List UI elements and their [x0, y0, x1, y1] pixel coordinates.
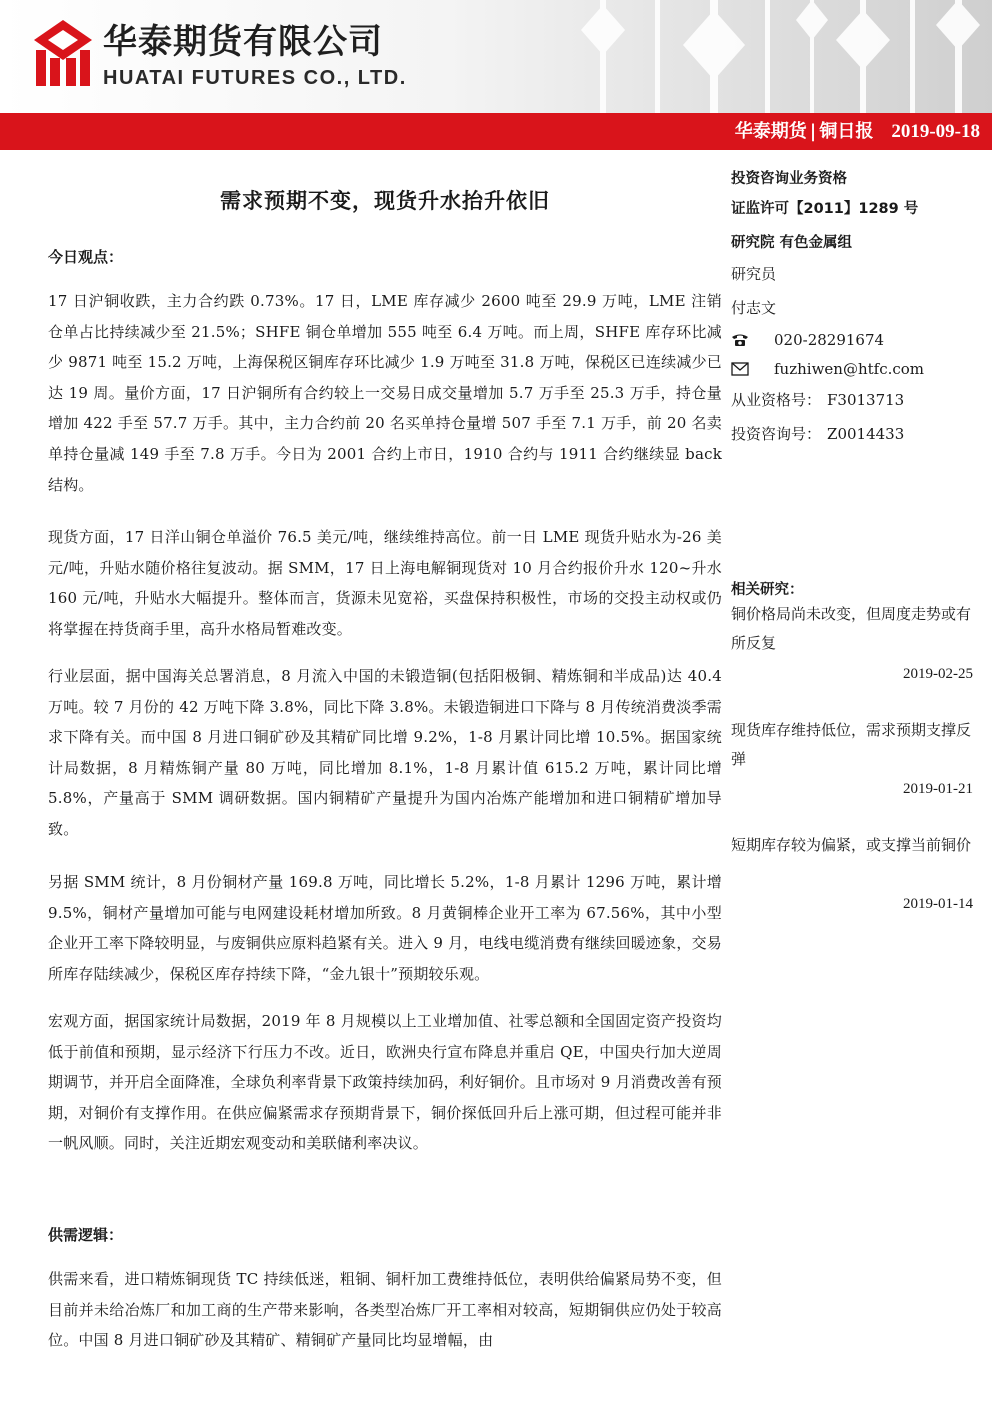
phone-icon [731, 333, 749, 347]
consult-qualification [731, 423, 904, 445]
page-title: 需求预期不变，现货升水抬升依旧 [220, 189, 550, 213]
research-group: 研究院 有色金属组 [731, 235, 853, 251]
related-item-date: 2019-01-14 [903, 896, 973, 912]
practice-label: 从业资格号： [731, 391, 822, 409]
report-banner [0, 113, 992, 150]
analyst-role: 研究员 [731, 265, 777, 283]
paragraph-supply: 供需来看，进口精炼铜现货 TC 持续低迷，粗铜、铜杆加工费维持低位，表明供给偏紧局势不变，但目前并未给冶炼厂和加工商的生产带来影响，各类型冶炼厂开工率相对较高，短期铜供应仍处于较高位。中国 8 月进口铜矿砂及其精矿、精铜矿产量同比均显增幅，由 [48, 1270, 722, 1350]
related-item-date: 2019-02-25 [903, 666, 973, 682]
company-name-en: HUATAI FUTURES CO., LTD. [103, 67, 407, 89]
consult-number: Z0014433 [827, 425, 905, 443]
qualification-title: 投资咨询业务资格 [731, 171, 847, 187]
consult-label: 投资咨询号： [731, 425, 822, 443]
email-icon [731, 362, 749, 376]
practice-qualification [731, 389, 904, 411]
banner-company: 华泰期货 [734, 121, 807, 142]
related-item-title[interactable]: 铜价格局尚未改变，但周度走势或有所反复 [731, 605, 972, 652]
paragraph-spot: 现货方面，17 日洋山铜仓单溢价 76.5 美元/吨，继续维持高位。前一日 LME 现货升贴水为-26 美元/吨，升贴水随价格往复波动。据 SMM，17 日上海电解铜现货对 10 月合约报价升水 120~升水 160 元/吨，升贴水大幅提升。整体而言，货源未见宽裕，买盘保持积极性，市场的交投主动权或仍将掌握在持货商手里，高升水格局暂难改变。 [48, 528, 722, 638]
company-name-cn: 华泰期货有限公司 [103, 22, 383, 62]
related-research-title: 相关研究： [731, 582, 804, 598]
header-decoration-icon [560, 0, 992, 113]
paragraph-industry: 行业层面，据中国海关总署消息，8 月流入中国的未锻造铜(包括阳极铜、精炼铜和半成品)达 40.4 万吨。较 7 月份的 42 万吨下降 3.8%，同比下降 3.8%。未锻造铜进口下降与 8 月传统消费淡季需求下降有关。而中国 8 月进口铜矿砂及其精矿同比增 9.2%，1-8 月累计同比增 10.5%。据国家统计局数据，8 月精炼铜产量 80 万吨，同比增加 8.1%，1-8 月累计值 615.2 万吨，累计同比增 5.8%，产量高于 SMM 调研数据。国内铜精矿产量提升为国内冶炼产能增加和进口铜精矿增加导致。 [48, 667, 722, 838]
paragraph-macro: 宏观方面，据国家统计局数据，2019 年 8 月规模以上工业增加值、社零总额和全国固定资产投资均低于前值和预期，显示经济下行压力不改。近日，欧洲央行宣布降息并重启 QE，中国央行加大逆周期调节，并开启全面降准，全球负利率背景下政策持续加码，利好铜价。且市场对 9 月消费改善有预期，对铜价有支撑作用。在供应偏紧需求存预期背景下，铜价探低回升后上涨可期，但过程可能并非一帆风顺。同时，关注近期宏观变动和美联储利率决议。 [48, 1012, 722, 1153]
page-header [0, 0, 992, 113]
paragraph-market: 17 日沪铜收跌，主力合约跌 0.73%。17 日，LME 库存减少 2600 吨至 29.9 万吨，LME 注销仓单占比持续减少至 21.5%；SHFE 铜仓单增加 555 吨至 6.4 万吨。而上周，SHFE 库存环比减少 9871 吨至 15.2 万吨，上海保税区铜库存环比减少 1.9 万吨至 31.8 万吨，保税区已连续减少已达 19 周。量价方面，17 日沪铜所有合约较上一交易日成交量增加 5.7 万手至 25.3 万手，持仓量增加 422 手至 57.7 万手。其中，主力合约前 20 名买单持仓量增 507 手至 7.1 万手，前 20 名卖单持仓量减 149 手至 7.8 万手。今日为 2001 合约上市日，1910 合约与 1911 合约继续显 back 结构。 [48, 292, 722, 494]
email-address[interactable]: fuzhiwen@htfc.com [774, 360, 925, 378]
practice-number: F3013713 [827, 391, 905, 409]
analyst-name: 付志文 [731, 299, 777, 317]
company-logo-icon [34, 20, 92, 86]
related-item-title[interactable]: 现货库存维持低位，需求预期支撑反弹 [731, 721, 972, 768]
paragraph-smm: 另据 SMM 统计，8 月份铜材产量 169.8 万吨，同比增长 5.2%，1-8 月累计 1296 万吨，累计增 9.5%，铜材产量增加可能与电网建设耗材增加所致。8 月黄铜棒企业开工率为 67.56%，其中小型企业开工率下降较明显，与废铜供应原料趋紧有关。进入 9 月，电线电缆消费有继续回暖迹象，交易所库存陆续减少，保税区库存持续下降，“金九银十”预期较乐观。 [48, 873, 722, 983]
section-today-view: 今日观点： [48, 248, 124, 266]
section-supply-logic: 供需逻辑： [48, 1226, 124, 1244]
banner-date: 2019-09-18 [891, 121, 980, 142]
report-banner-text [735, 119, 980, 145]
related-item-title[interactable]: 短期库存较为偏紧，或支撑当前铜价 [731, 836, 972, 854]
license-number: 证监许可【2011】1289 号 [731, 201, 919, 217]
banner-separator: | [809, 121, 817, 142]
related-item-date: 2019-01-21 [903, 781, 973, 797]
banner-report-type: 铜日报 [819, 121, 874, 142]
phone-number: 020-28291674 [774, 331, 885, 349]
